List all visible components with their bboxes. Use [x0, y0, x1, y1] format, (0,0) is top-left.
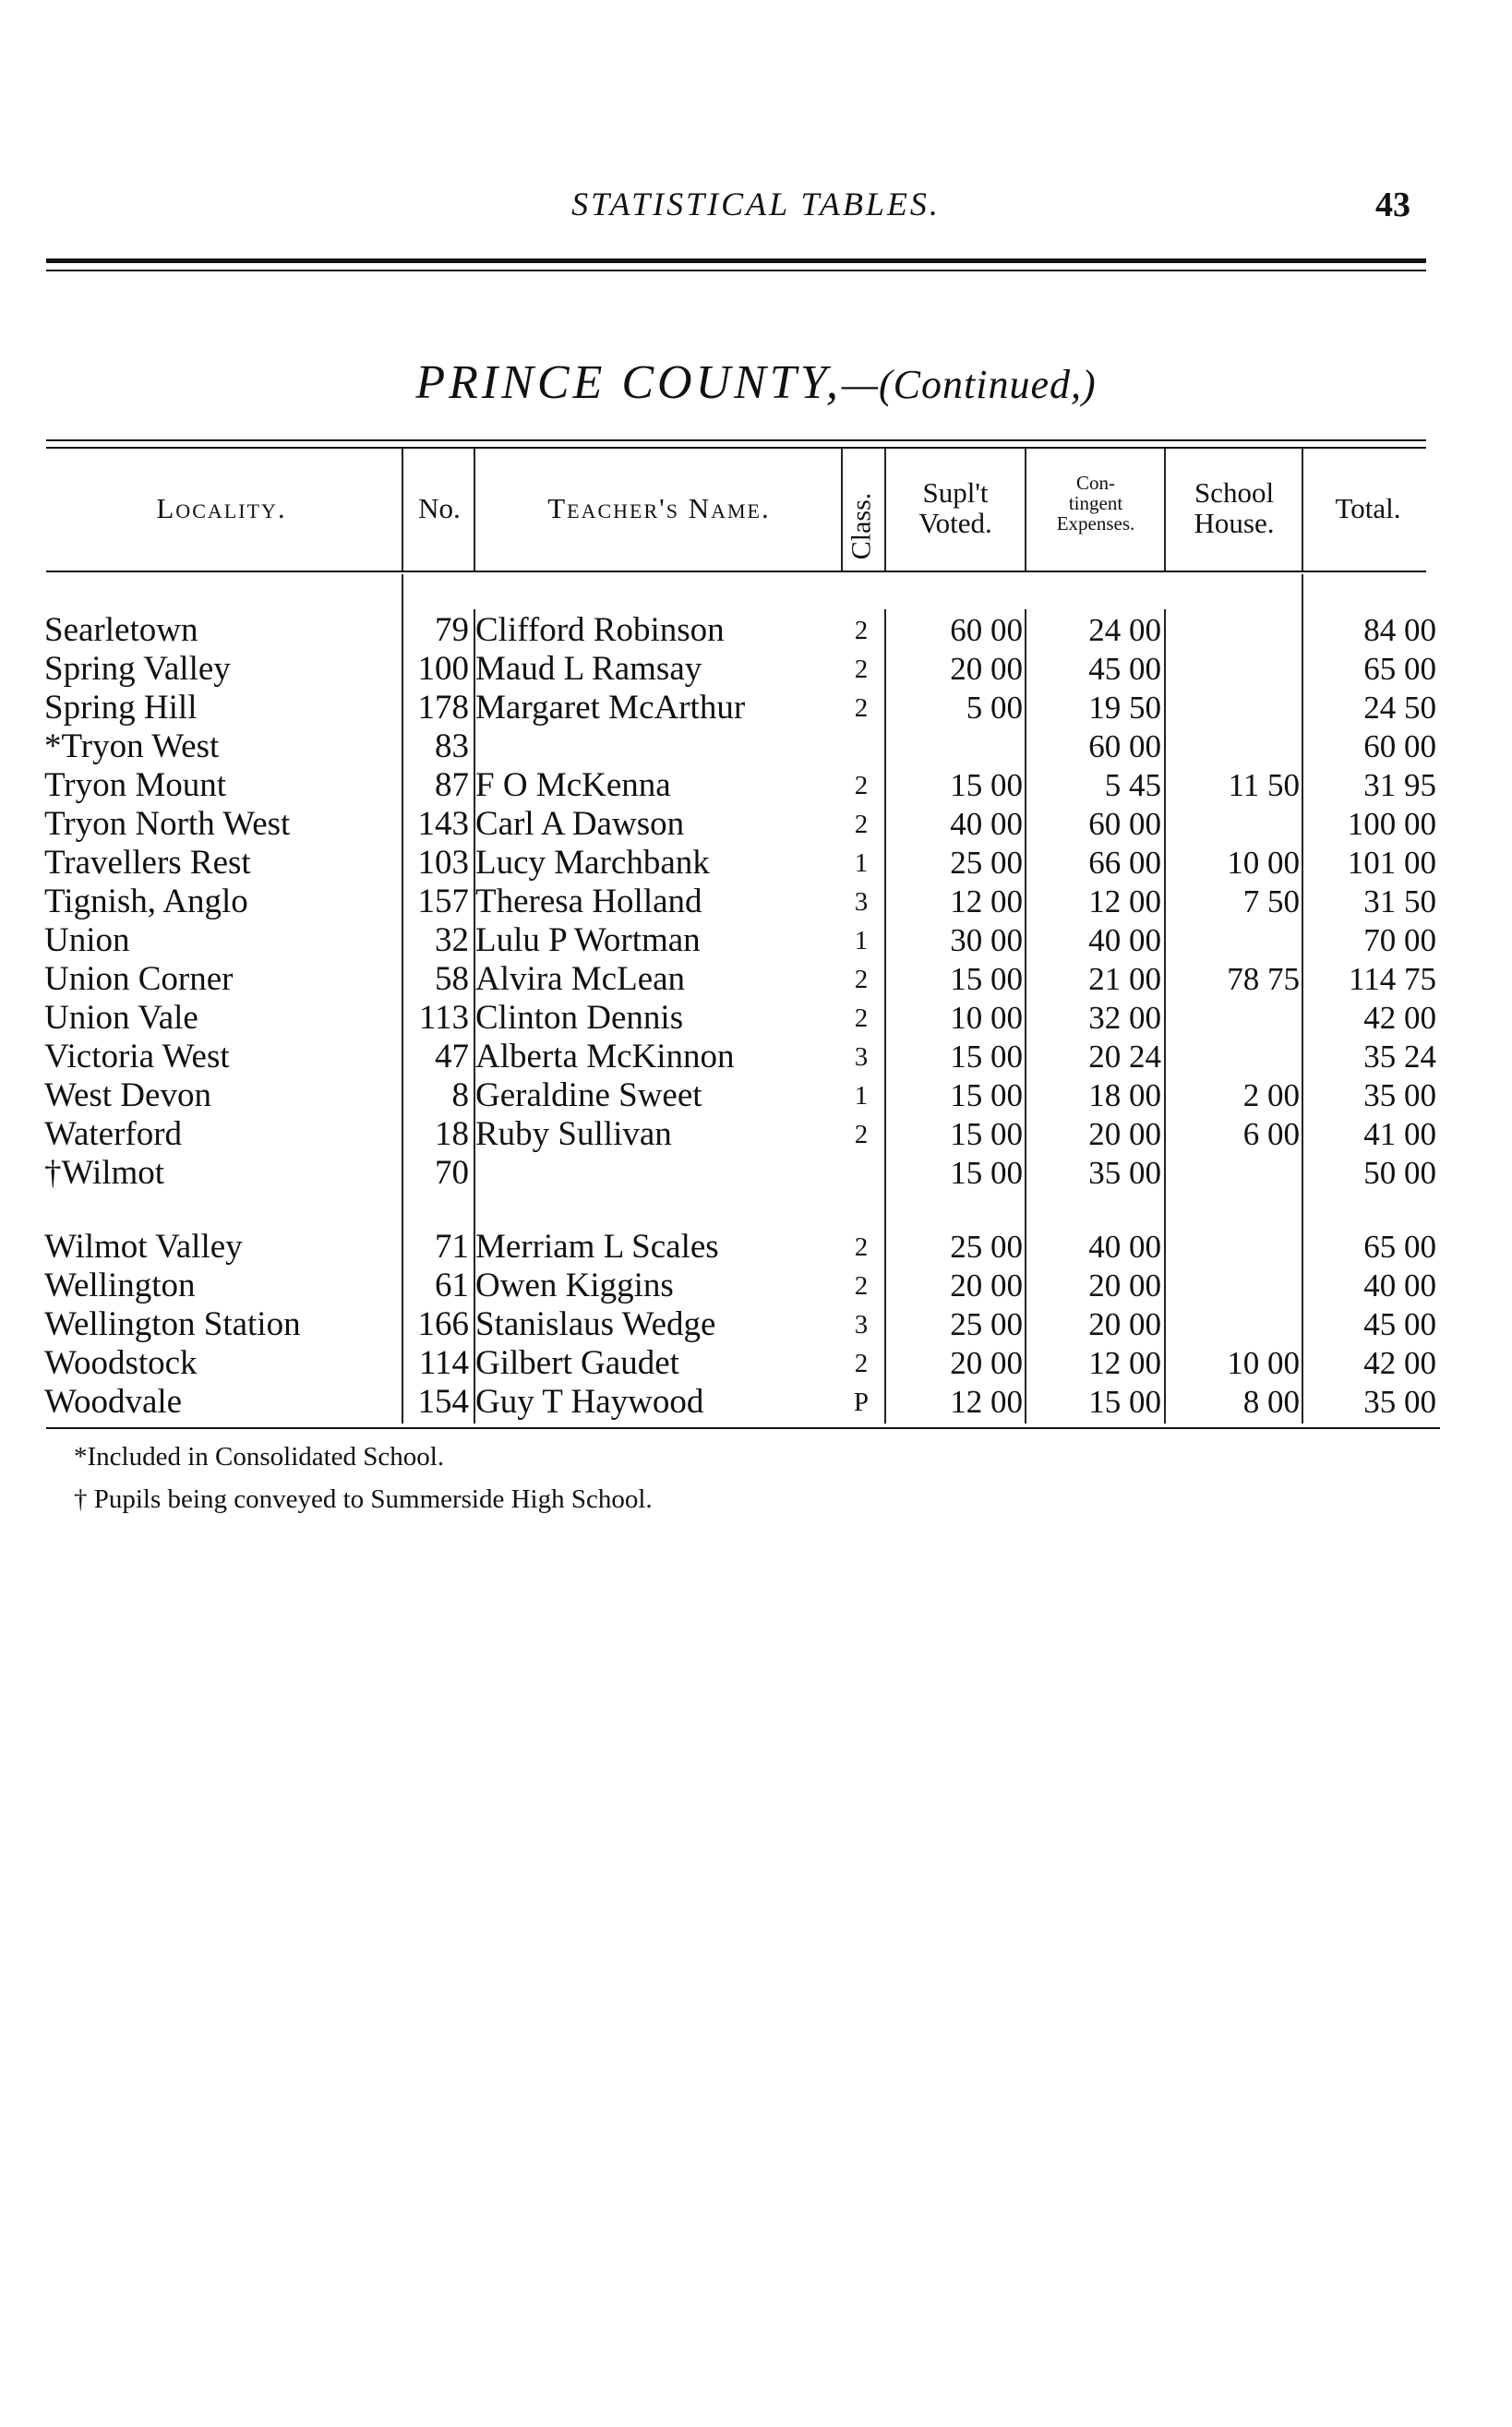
supl-voted-cell: 20 00 — [950, 1268, 1023, 1304]
header-rule-thick — [46, 258, 1426, 263]
number-cell: 61 — [435, 1267, 469, 1304]
table-top-rule — [46, 439, 1426, 441]
section-title-sub: —(Continued,) — [841, 362, 1097, 407]
class-cell: 1 — [854, 848, 869, 878]
number-cell: 79 — [435, 611, 469, 649]
class-cell: 2 — [854, 810, 869, 839]
locality-cell: Victoria West — [44, 1038, 230, 1075]
teacher-cell: Stanislaus Wedge — [475, 1305, 716, 1343]
contingent-cell: 40 00 — [1088, 922, 1161, 958]
total-cell: 65 00 — [1363, 1229, 1436, 1265]
column-header-no: No. — [418, 492, 461, 524]
contingent-cell: 35 00 — [1088, 1155, 1161, 1191]
teacher-cell: Alberta McKinnon — [475, 1038, 735, 1075]
school-house-cell: 78 75 — [1227, 961, 1300, 997]
page-number: 43 — [1375, 186, 1410, 224]
contingent-cell: 20 00 — [1088, 1268, 1161, 1304]
locality-cell: Union Corner — [44, 960, 234, 998]
contingent-cell: 32 00 — [1088, 1000, 1161, 1036]
column-header-total: Total. — [1335, 492, 1401, 524]
locality-cell: West Devon — [44, 1076, 211, 1114]
header-divider — [1164, 449, 1166, 571]
table-row — [0, 1383, 1512, 1422]
number-cell: 178 — [417, 689, 469, 727]
table-row — [0, 1228, 1512, 1267]
total-cell: 50 00 — [1363, 1155, 1436, 1191]
cont-line1: Con- — [1076, 472, 1115, 494]
supl-voted-cell: 15 00 — [950, 1155, 1023, 1191]
supl-voted-cell: 15 00 — [950, 1077, 1023, 1113]
contingent-cell: 19 50 — [1088, 690, 1161, 726]
contingent-cell: 24 00 — [1088, 612, 1161, 648]
supl-voted-cell: 60 00 — [950, 612, 1023, 648]
total-cell: 40 00 — [1363, 1268, 1436, 1304]
table-row — [0, 844, 1512, 883]
class-cell: 2 — [854, 655, 869, 684]
column-header-school-house — [1166, 478, 1302, 538]
teacher-cell: Clinton Dennis — [475, 999, 684, 1037]
total-cell: 101 00 — [1347, 845, 1436, 881]
locality-cell: Wilmot Valley — [44, 1228, 243, 1266]
school-house-cell: 8 00 — [1242, 1384, 1300, 1420]
locality-cell: Tryon Mount — [44, 766, 227, 804]
section-title-main: PRINCE COUNTY, — [415, 356, 842, 409]
class-cell: 2 — [854, 771, 869, 800]
teacher-cell: F O McKenna — [475, 766, 671, 804]
total-cell: 114 75 — [1349, 961, 1436, 997]
school-house-cell: 7 50 — [1242, 883, 1300, 919]
column-header-class-label: Class. — [846, 492, 877, 560]
teacher-cell: Carl A Dawson — [475, 805, 685, 843]
total-cell: 35 00 — [1363, 1384, 1436, 1420]
table-row — [0, 1344, 1512, 1383]
contingent-cell: 18 00 — [1088, 1077, 1161, 1113]
contingent-cell: 60 00 — [1088, 806, 1161, 842]
header-divider — [402, 449, 403, 571]
locality-cell: Waterford — [44, 1115, 183, 1153]
class-cell: 3 — [854, 1042, 869, 1072]
contingent-cell: 20 24 — [1088, 1039, 1161, 1075]
teacher-cell: Alvira McLean — [475, 960, 686, 998]
school-line2: House. — [1194, 506, 1275, 539]
school-house-cell: 2 00 — [1242, 1077, 1300, 1113]
teacher-cell: Guy T Haywood — [475, 1383, 704, 1421]
supl-voted-cell: 12 00 — [950, 883, 1023, 919]
contingent-cell: 60 00 — [1088, 728, 1161, 764]
table-row — [0, 1305, 1512, 1344]
total-cell: 31 50 — [1363, 883, 1436, 919]
school-house-cell: 10 00 — [1227, 845, 1300, 881]
supl-voted-cell: 5 00 — [966, 690, 1023, 726]
column-header-teacher: Teacher's Name. — [547, 492, 771, 524]
number-cell: 114 — [418, 1344, 469, 1382]
supl-voted-cell: 12 00 — [950, 1384, 1023, 1420]
footnote-conveyed: † Pupils being conveyed to Summerside High School. — [74, 1484, 653, 1514]
class-cell: 3 — [854, 1310, 869, 1340]
table-row — [0, 689, 1512, 727]
total-cell: 42 00 — [1363, 1345, 1436, 1381]
school-house-cell: 11 50 — [1228, 767, 1300, 803]
footnote-consolidated: *Included in Consolidated School. — [74, 1442, 445, 1472]
table-row — [0, 921, 1512, 960]
supl-voted-cell: 15 00 — [950, 961, 1023, 997]
total-cell: 31 95 — [1363, 767, 1436, 803]
number-cell: 143 — [417, 805, 469, 843]
supl-voted-cell: 30 00 — [950, 922, 1023, 958]
column-header-supl — [886, 478, 1025, 538]
number-cell: 113 — [418, 999, 469, 1037]
class-cell: 2 — [854, 965, 869, 994]
supl-voted-cell: 15 00 — [950, 767, 1023, 803]
locality-cell: Travellers Rest — [44, 844, 251, 882]
contingent-cell: 12 00 — [1088, 1345, 1161, 1381]
table-row — [0, 1154, 1512, 1193]
header-divider — [474, 449, 475, 571]
contingent-cell: 20 00 — [1088, 1116, 1161, 1152]
table-row — [0, 1115, 1512, 1154]
supl-voted-cell: 10 00 — [950, 1000, 1023, 1036]
table-row — [0, 805, 1512, 844]
number-cell: 32 — [435, 921, 469, 959]
column-header-contingent — [1026, 473, 1165, 534]
teacher-cell: Theresa Holland — [475, 883, 702, 920]
table-row — [0, 611, 1512, 650]
number-cell: 58 — [435, 960, 469, 998]
locality-cell: *Tryon West — [44, 727, 220, 765]
number-cell: 47 — [435, 1038, 469, 1075]
header-divider — [841, 449, 843, 571]
supl-voted-cell: 20 00 — [950, 651, 1023, 687]
column-header-class — [843, 494, 880, 559]
table-row — [0, 766, 1512, 805]
locality-cell: Woodstock — [44, 1344, 198, 1382]
table-top-rule-2 — [46, 447, 1426, 449]
cont-line2: tingent — [1068, 492, 1123, 515]
table-row — [0, 1076, 1512, 1115]
supl-line1: Supl't — [922, 476, 989, 509]
total-cell: 35 00 — [1363, 1077, 1436, 1113]
school-house-cell: 10 00 — [1227, 1345, 1300, 1381]
locality-cell: Spring Valley — [44, 650, 231, 688]
teacher-cell: Maud L Ramsay — [475, 650, 702, 688]
supl-voted-cell: 15 00 — [950, 1116, 1023, 1152]
number-cell: 87 — [435, 766, 469, 804]
teacher-cell: Clifford Robinson — [475, 611, 725, 649]
table-row — [0, 1038, 1512, 1076]
total-cell: 65 00 — [1363, 651, 1436, 687]
number-cell: 166 — [417, 1305, 469, 1343]
teacher-cell: Ruby Sullivan — [475, 1115, 672, 1153]
running-header-title: STATISTICAL TABLES. — [571, 186, 941, 222]
school-house-cell: 6 00 — [1242, 1116, 1300, 1152]
cont-line3: Expenses. — [1056, 512, 1135, 535]
table-row — [0, 650, 1512, 689]
contingent-cell: 45 00 — [1088, 651, 1161, 687]
header-rule-thin — [46, 270, 1426, 271]
table-row — [0, 727, 1512, 766]
class-cell: 2 — [854, 1003, 869, 1033]
locality-cell: Woodvale — [44, 1383, 183, 1421]
total-cell: 60 00 — [1363, 728, 1436, 764]
number-cell: 83 — [435, 727, 469, 765]
table-body — [0, 611, 1512, 1422]
number-cell: 71 — [435, 1228, 469, 1266]
contingent-cell: 40 00 — [1088, 1229, 1161, 1265]
table-bottom-rule — [46, 1427, 1440, 1429]
supl-voted-cell: 40 00 — [950, 806, 1023, 842]
teacher-cell: Merriam L Scales — [475, 1228, 719, 1266]
total-cell: 100 00 — [1347, 806, 1436, 842]
supl-voted-cell: 15 00 — [950, 1039, 1023, 1075]
header-divider — [1025, 449, 1026, 571]
total-cell: 84 00 — [1363, 612, 1436, 648]
total-cell: 70 00 — [1363, 922, 1436, 958]
contingent-cell: 15 00 — [1088, 1384, 1161, 1420]
contingent-cell: 20 00 — [1088, 1306, 1161, 1342]
number-cell: 103 — [417, 844, 469, 882]
total-cell: 42 00 — [1363, 1000, 1436, 1036]
locality-cell: Searletown — [44, 611, 198, 649]
total-cell: 24 50 — [1363, 690, 1436, 726]
class-cell: 2 — [854, 1232, 869, 1262]
locality-cell: Union Vale — [44, 999, 198, 1037]
supl-voted-cell: 20 00 — [950, 1345, 1023, 1381]
class-cell: 2 — [854, 1271, 869, 1301]
school-line1: School — [1194, 476, 1275, 509]
locality-cell: Tignish, Anglo — [44, 883, 248, 920]
table-row — [0, 1267, 1512, 1305]
table-row — [0, 960, 1512, 999]
header-bottom-rule — [46, 571, 1426, 572]
teacher-cell: Margaret McArthur — [475, 689, 746, 727]
teacher-cell: Geraldine Sweet — [475, 1076, 702, 1114]
supl-voted-cell: 25 00 — [950, 845, 1023, 881]
total-cell: 35 24 — [1363, 1039, 1436, 1075]
table-row — [0, 999, 1512, 1038]
header-divider — [884, 449, 886, 571]
header-divider — [1302, 449, 1303, 571]
class-cell: 1 — [854, 926, 869, 955]
contingent-cell: 12 00 — [1088, 883, 1161, 919]
locality-cell: Wellington Station — [44, 1305, 301, 1343]
section-title — [0, 355, 1512, 410]
class-cell: 2 — [854, 616, 869, 645]
teacher-cell: Lucy Marchbank — [475, 844, 710, 882]
number-cell: 157 — [417, 883, 469, 920]
number-cell: 100 — [417, 650, 469, 688]
locality-cell: †Wilmot — [44, 1154, 165, 1192]
total-cell: 45 00 — [1363, 1306, 1436, 1342]
column-header-locality: Locality. — [156, 492, 287, 524]
number-cell: 18 — [435, 1115, 469, 1153]
teacher-cell: Lulu P Wortman — [475, 921, 701, 959]
locality-cell: Spring Hill — [44, 689, 198, 727]
teacher-cell: Owen Kiggins — [475, 1267, 674, 1304]
class-cell: 2 — [854, 1349, 869, 1378]
number-cell: 8 — [451, 1076, 469, 1114]
number-cell: 154 — [417, 1383, 469, 1421]
total-cell: 41 00 — [1363, 1116, 1436, 1152]
supl-line2: Voted. — [918, 506, 992, 539]
class-cell: 2 — [854, 693, 869, 723]
class-cell: 1 — [854, 1081, 869, 1111]
number-cell: 70 — [435, 1154, 469, 1192]
contingent-cell: 5 45 — [1104, 767, 1161, 803]
supl-voted-cell: 25 00 — [950, 1229, 1023, 1265]
teacher-cell: Gilbert Gaudet — [475, 1344, 679, 1382]
locality-cell: Wellington — [44, 1267, 196, 1304]
locality-cell: Union — [44, 921, 130, 959]
class-cell: P — [853, 1388, 870, 1417]
class-cell: 3 — [854, 887, 869, 917]
supl-voted-cell: 25 00 — [950, 1306, 1023, 1342]
class-cell: 2 — [854, 1120, 869, 1149]
table-row — [0, 883, 1512, 921]
contingent-cell: 66 00 — [1088, 845, 1161, 881]
locality-cell: Tryon North West — [44, 805, 291, 843]
contingent-cell: 21 00 — [1088, 961, 1161, 997]
